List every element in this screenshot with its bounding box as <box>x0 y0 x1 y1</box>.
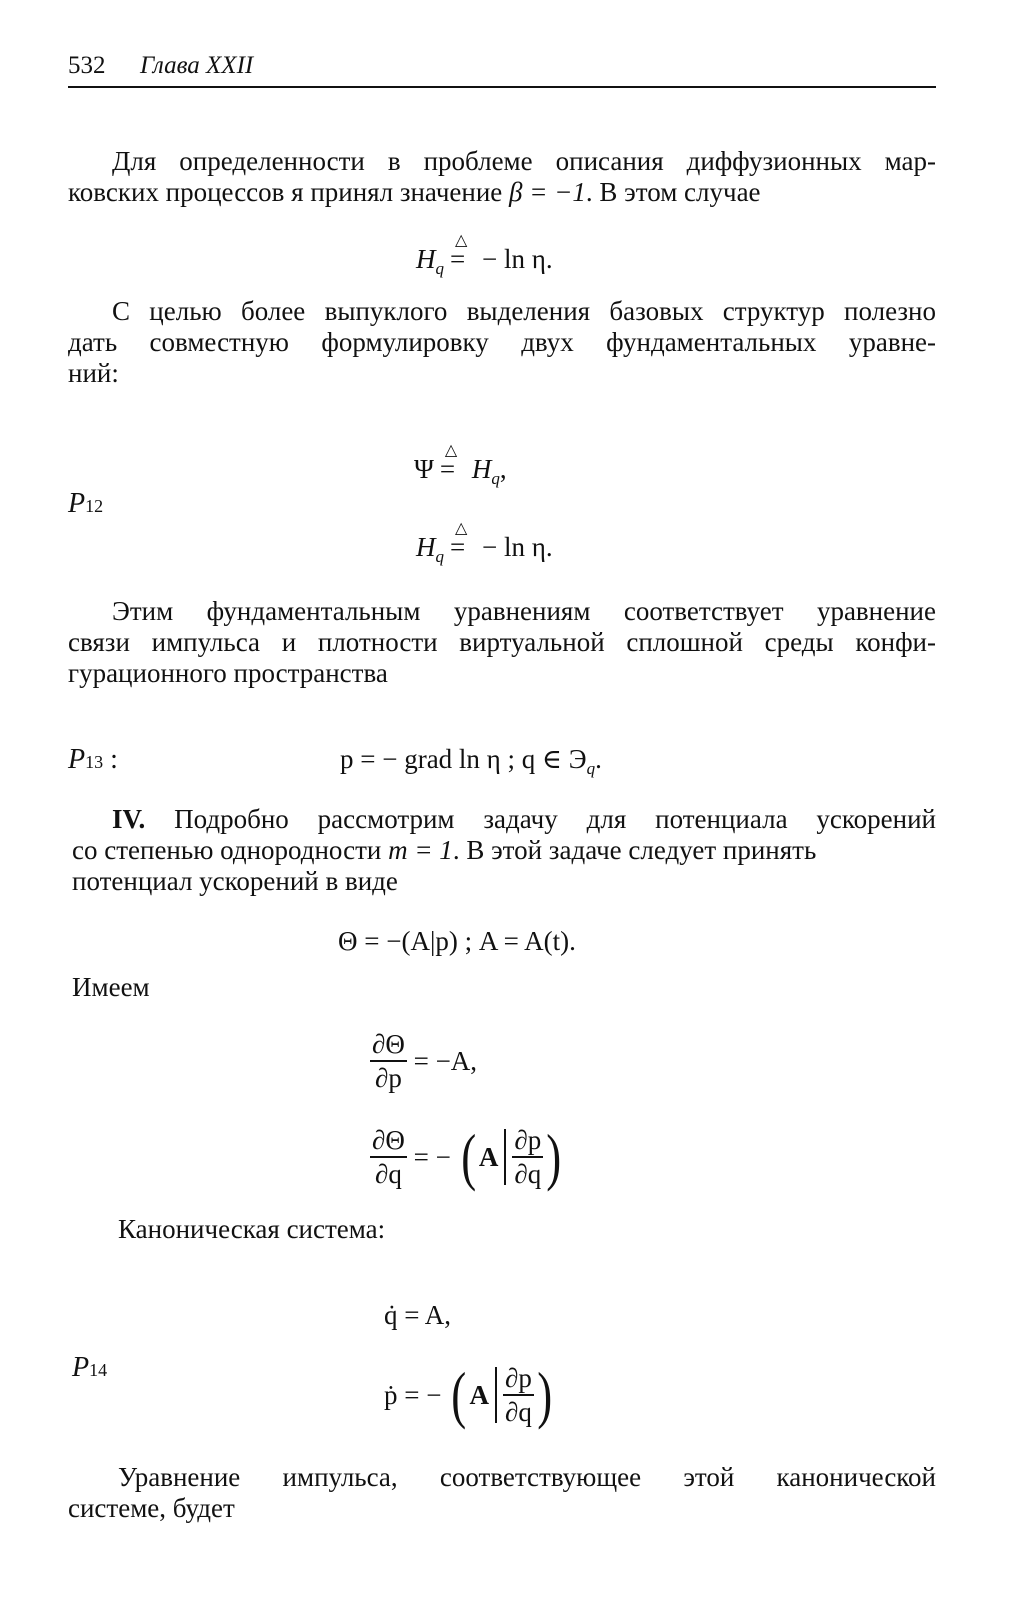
formula-hq-1: $H_q$ △ = − ln η. <box>416 232 553 278</box>
beta-equation: β = −1 <box>509 177 586 207</box>
grad-text: p = − grad ln η ; q ∈ Э <box>340 744 587 774</box>
p4-line-1: Подробно рассмотрим задачу для потенциала ускорений <box>145 804 936 834</box>
paragraph-7-cont <box>68 1493 936 1524</box>
label-p12: P12 <box>68 488 104 519</box>
m-equation: m = 1 <box>388 835 453 865</box>
p1-line-2a: ковских процессов я принял значение <box>68 177 510 207</box>
label-p14: P14 <box>72 1352 108 1383</box>
formula-dtheta-dq: $\frac{\partial\Theta}{\partial q}$ = − ( A $\frac{\partial p}{\partial q}$ ) <box>372 1121 562 1192</box>
formula-psi: Ψ △ = $H_q$, <box>414 442 507 488</box>
page-header <box>68 52 936 90</box>
paragraph-6: Каноническая система: <box>118 1214 386 1244</box>
formula-pdot: ṗ = − ( A $\frac{\partial p}{\partial q}$ ) <box>384 1359 552 1430</box>
ln-eta-1: − ln η. <box>482 244 553 274</box>
paragraph-1-cont <box>68 177 936 208</box>
p4-line-3: потенциал ускорений в виде <box>72 866 398 896</box>
paragraph-2 <box>112 296 936 327</box>
header-rule <box>68 86 936 88</box>
formula-hq-2: $H_q$ △ = − ln η. <box>416 520 553 566</box>
p4-line-2a: со степенью однородности <box>72 835 389 865</box>
paragraph-1 <box>112 146 936 177</box>
p1-line-1: Для определенности в проблеме описания диффузионных мар- <box>112 146 936 176</box>
formula-qdot <box>384 1300 451 1331</box>
p2-line-2: дать совместную формулировку двух фундаментальных уравне- <box>68 327 936 357</box>
paragraph-3 <box>112 596 936 627</box>
p3-line-3: гурационного пространства <box>68 658 388 688</box>
chapter-title: Глава XXII <box>140 52 254 79</box>
p2-line-3: ний: <box>68 358 119 388</box>
roman-iv: IV. <box>112 804 146 834</box>
label-p13: P13 : <box>68 744 118 775</box>
paragraph-4 <box>112 804 936 835</box>
paragraph-3-cont <box>68 627 936 689</box>
paragraph-5: Имеем <box>72 972 150 1002</box>
p3-line-2: связи импульса и плотности виртуальной сплошной среды конфи- <box>68 627 936 657</box>
formula-grad: p = − grad ln η ; q ∈ $Э_q$. <box>340 744 602 778</box>
theta-text: Θ = −(A|p) ; A = A(t). <box>338 926 576 956</box>
paragraph-7 <box>118 1462 936 1493</box>
paragraph-4-cont <box>72 835 936 897</box>
p7-line-1: Уравнение импульса, соответствующее этой канонической <box>118 1462 936 1492</box>
page-number: 532 <box>68 52 106 79</box>
paragraph-2-cont <box>68 327 936 389</box>
p7-line-2: системе, будет <box>68 1493 235 1523</box>
p4-line-2b: . В этой задаче следует принять <box>452 835 817 865</box>
formula-dtheta-dp: $\frac{\partial\Theta}{\partial p}$ = −A, <box>372 1029 478 1093</box>
formula-theta <box>338 926 576 957</box>
qdot-text: q̇ = A, <box>384 1300 451 1330</box>
p2-line-1: С целью более выпуклого выделения базовых структур полезно <box>112 296 936 326</box>
p3-line-1: Этим фундаментальным уравнениям соответствует уравнение <box>112 596 936 626</box>
p1-line-2b: . В этом случае <box>585 177 761 207</box>
ln-eta-2: − ln η. <box>482 532 553 562</box>
